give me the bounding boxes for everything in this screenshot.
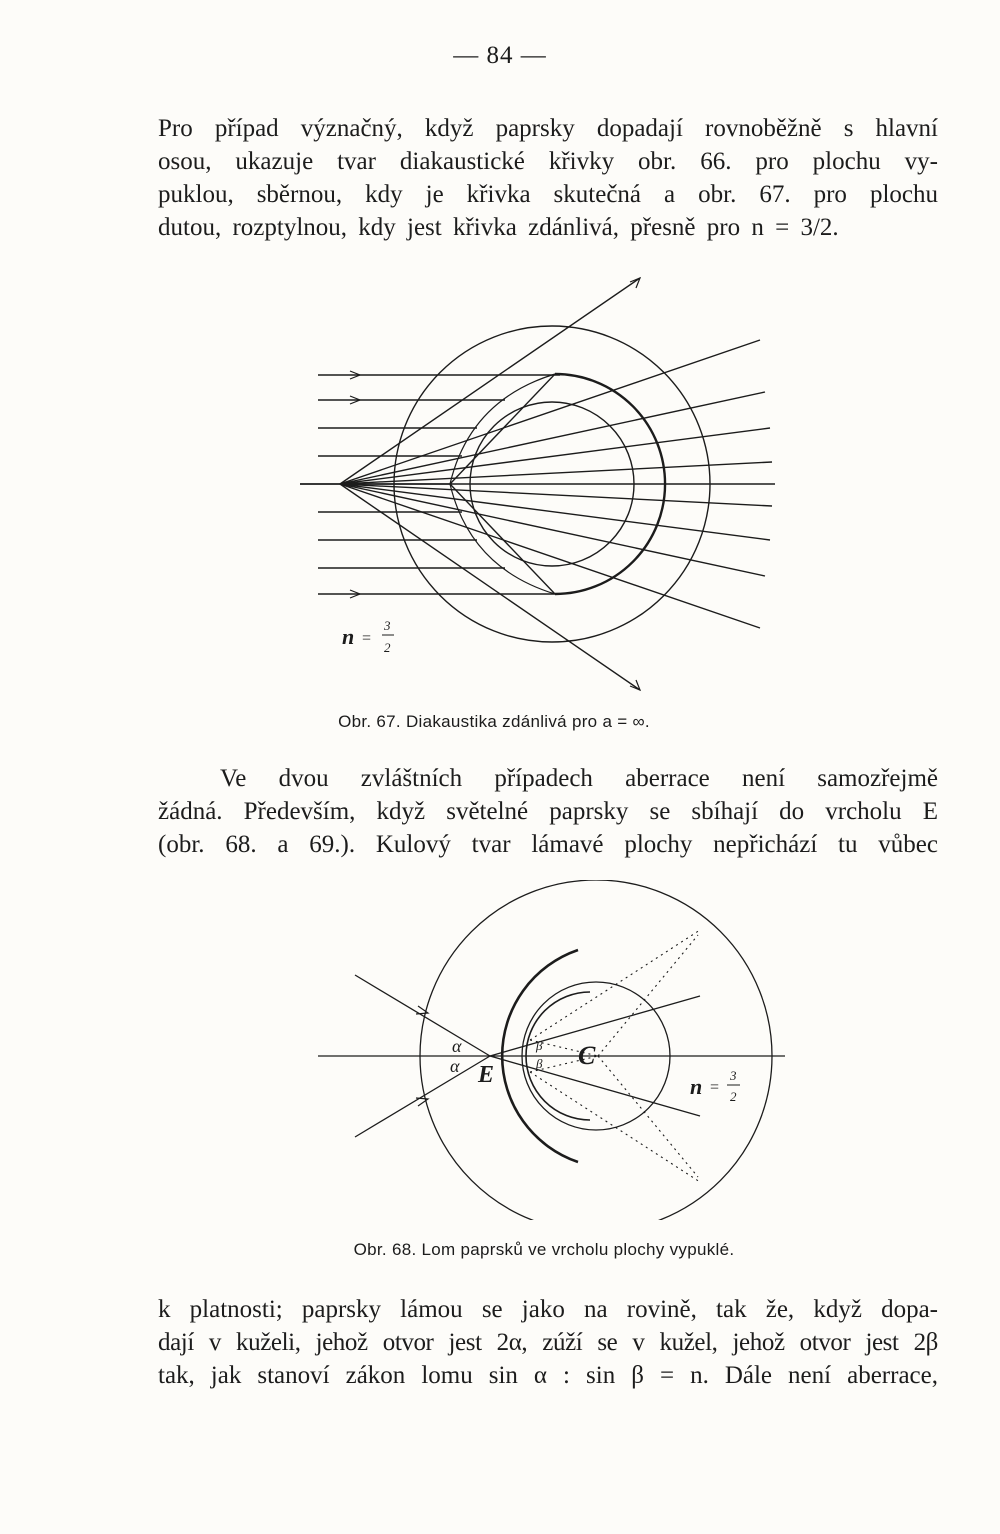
label-C: C [578,1041,596,1070]
text-line: Ve dvou zvláštních případech aberrace není samozřejmě [220,765,938,792]
label-beta-top: β [536,1038,543,1053]
paragraph-2 [158,762,938,861]
page-number: — 84 — [453,42,547,69]
text-line: žádná. Především, když světelné paprsky se sbíhají do vrcholu E [158,798,938,825]
figure-68-caption: Obr. 68. Lom paprsků ve vrcholu plochy vypuklé. [353,1240,735,1259]
label-alpha-bottom: α [450,1056,460,1076]
text-line: dají v kuželi, jehož otvor jest 2α, zúží se v kužel, jehož otvor jest 2β [158,1329,938,1356]
text-line: (obr. 68. a 69.). Kulový tvar lámavé plochy nepřichází tu vůbec [158,831,938,858]
refracted-ray [340,462,772,484]
label-num: 3 [730,1068,737,1083]
text-line: puklou, sběrnou, kdy je křivka skutečná a obr. 67. pro plochu [158,181,938,208]
label-beta-bottom: β [536,1056,543,1071]
refracted-ray [340,484,760,628]
text-line: osou, ukazuje tvar diakaustické křivky obr. 66. pro plochu vy- [158,148,938,175]
label-eq: = [710,1079,720,1096]
figure-68-vertex-refraction [0,880,1000,1220]
outer-circle [420,880,772,1220]
refracted-ray [340,484,765,576]
refracted-ray [340,392,765,484]
label-num: 3 [384,618,391,633]
refracted-ray [340,484,772,506]
paragraph-3 [158,1293,938,1392]
figure-67-caption: Obr. 67. Diakaustika zdánlivá pro a = ∞. [338,712,650,731]
text-line: k platnosti; paprsky lámou se jako na rovině, tak že, když dopa- [158,1296,938,1323]
label-n: n [690,1074,703,1099]
text-line: Pro případ význačný, když paprsky dopadají rovnoběžně s hlavní [158,115,938,142]
incident-ray [355,975,490,1056]
label-alpha-top: α [452,1036,462,1056]
label-n: n [342,624,355,649]
label-eq: = [362,630,372,647]
text-line: dutou, rozptylnou, kdy jest křivka zdánlivá, přesně pro n = 3/2. [158,214,839,241]
figure-67-diacaustic [0,260,1000,710]
text-line: tak, jak stanoví zákon lomu sin α : sin β = n. Dále není aberrace, [158,1362,938,1389]
paragraph-1 [158,112,938,244]
label-E: E [478,1062,495,1088]
label-den: 2 [384,640,391,655]
refracted-ray [340,340,760,484]
incident-ray [355,1056,490,1137]
label-den: 2 [730,1089,737,1104]
